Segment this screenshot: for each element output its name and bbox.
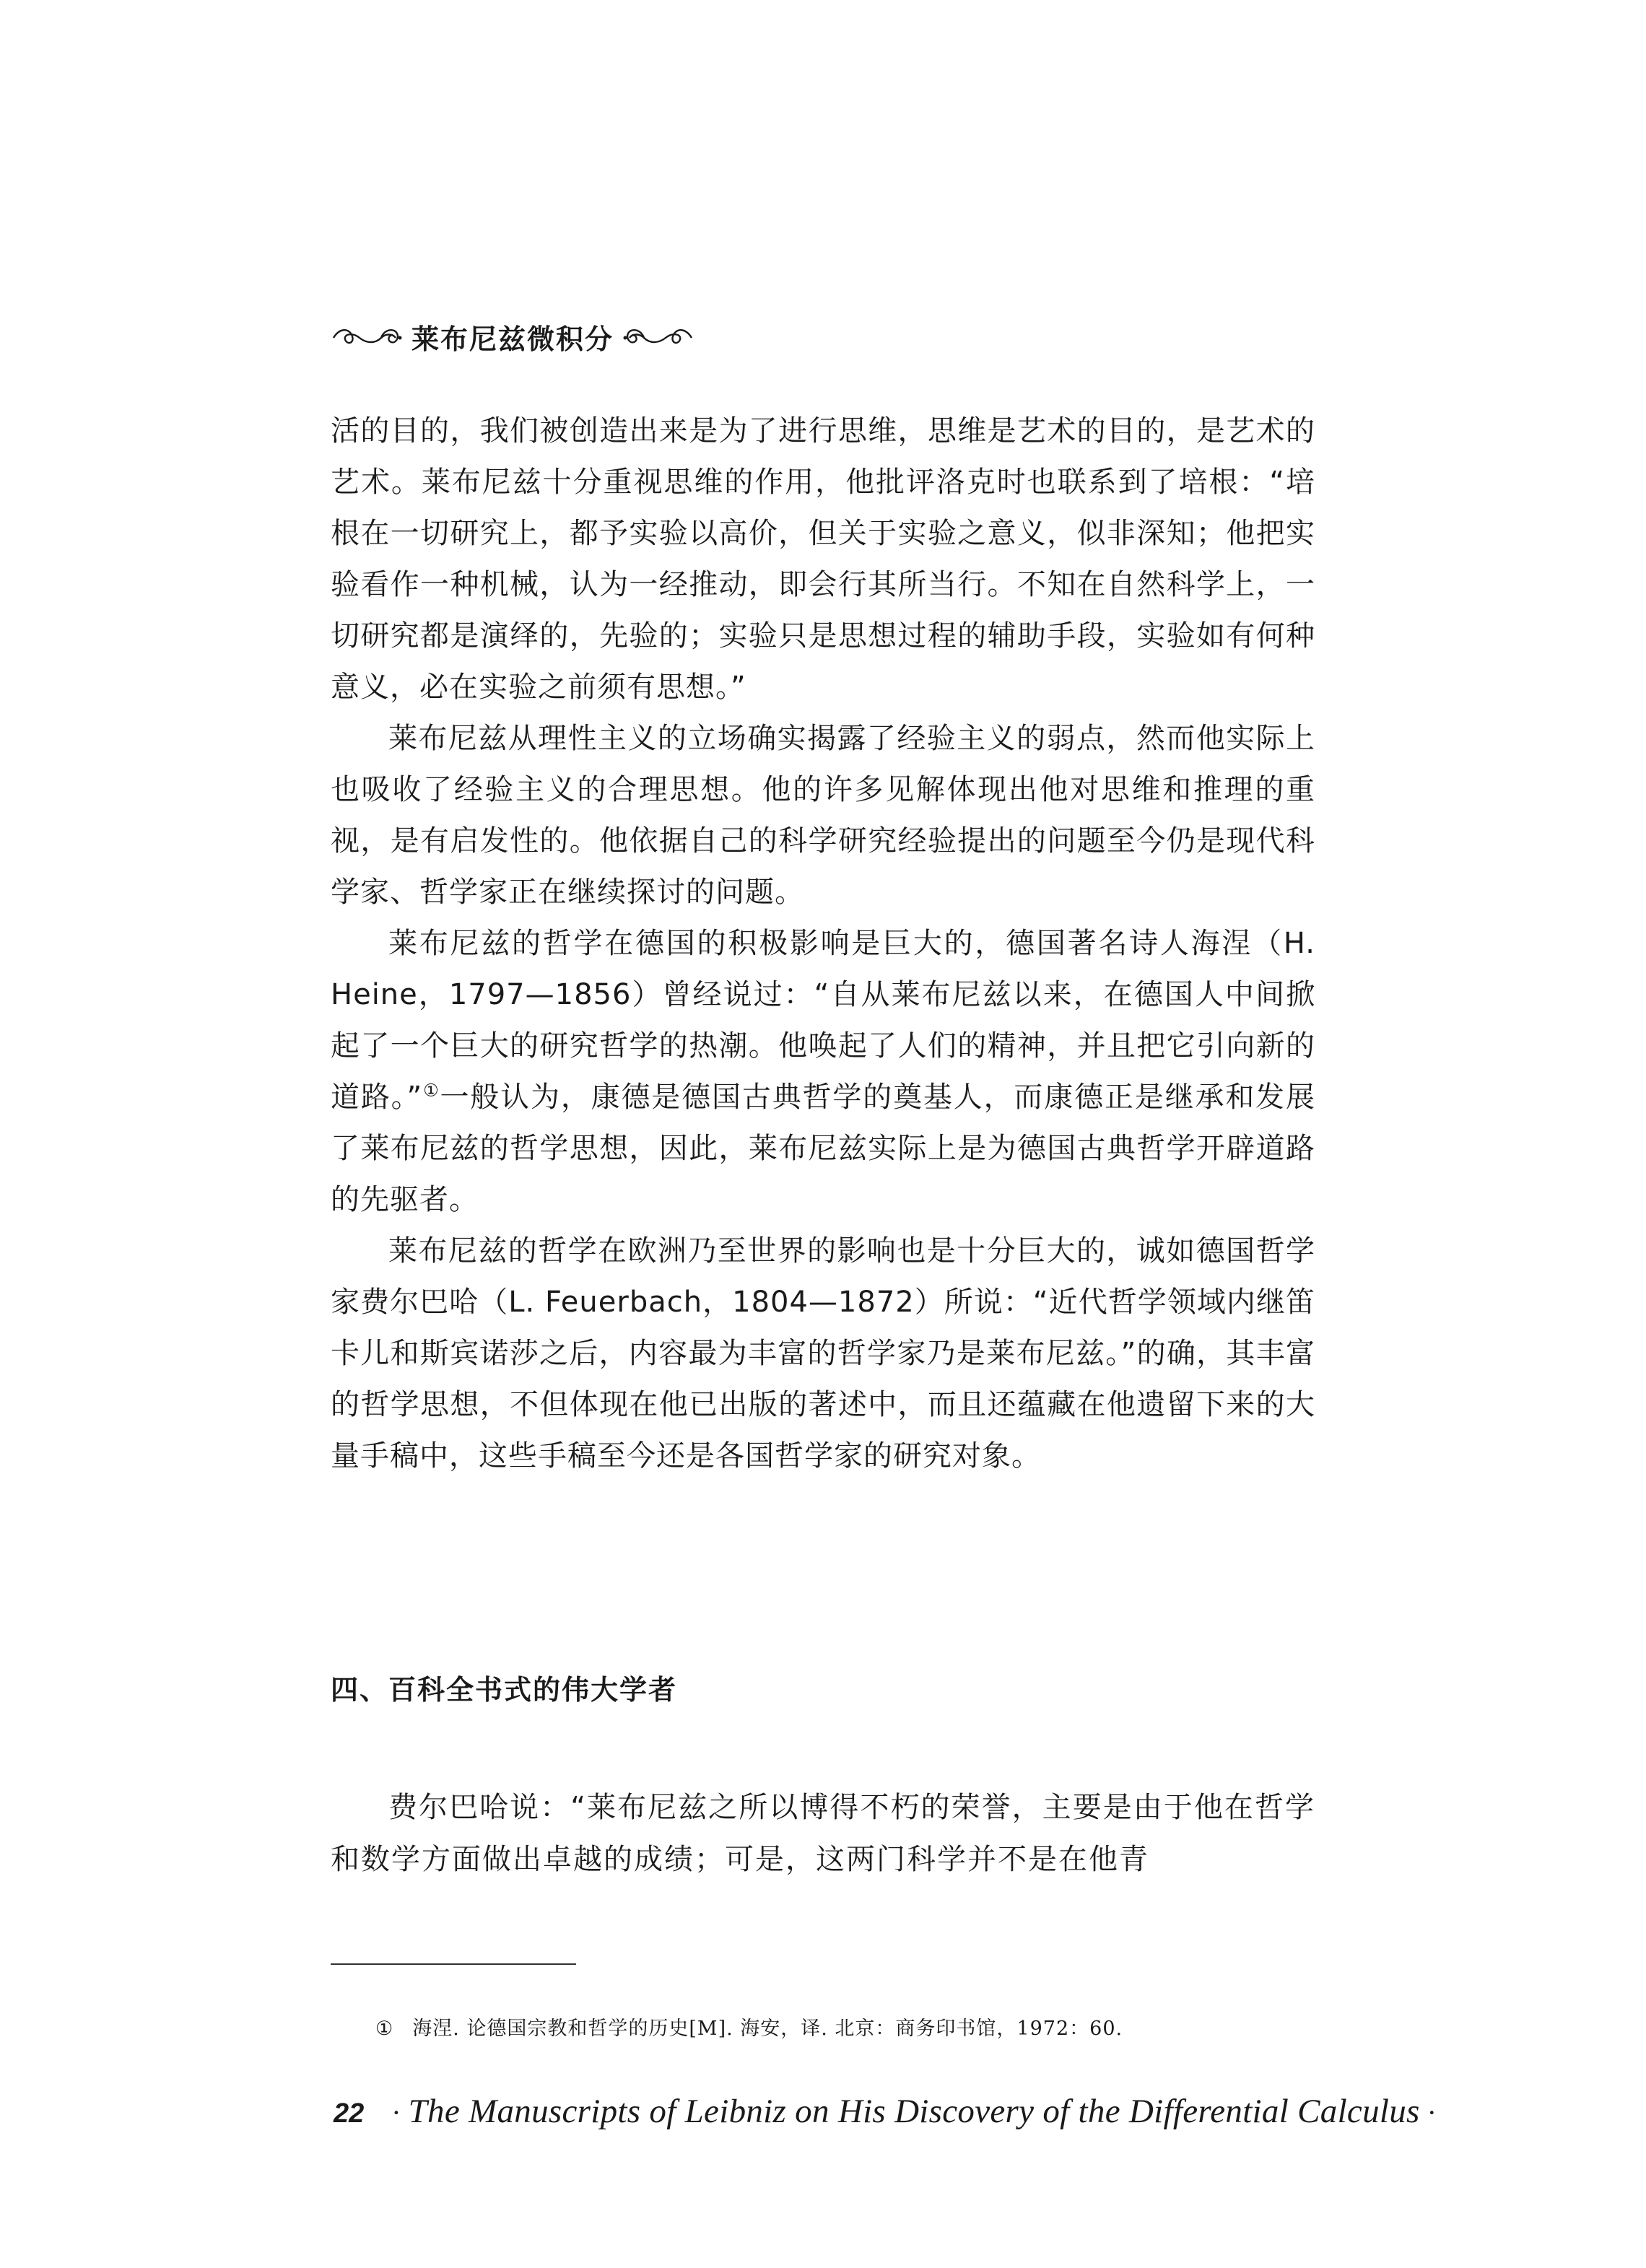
running-footer [334,2092,1444,2131]
paragraph-3 [331,918,1315,1226]
body-text [331,406,1315,1482]
footnote-mark: ① [375,2018,394,2040]
section-heading: 四、百科全书式的伟大学者 [331,1674,678,1706]
right-flourish-ornament [622,322,694,351]
left-flourish-ornament [331,322,403,351]
paragraph-3-part-2: 一般认为，康德是德国古典哲学的奠基人，而康德正是继承和发展了莱布尼兹的哲学思想，因此，莱布尼兹实际上是为德国古典哲学开辟道路的先驱者。 [331,1081,1315,1216]
footer-book-title: The Manuscripts of Leibniz on His Discovery of the Differential Calculus [408,2093,1420,2130]
footnote-divider [331,1963,576,1965]
running-header [331,315,694,358]
section-paragraph-1: 费尔巴哈说：“莱布尼兹之所以博得不朽的荣誉，主要是由于他在哲学和数学方面做出卓越的成绩；可是，这两门科学并不是在他青 [331,1791,1315,1876]
footer-bullet-right: · [1427,2096,1437,2129]
paragraph-1: 活的目的，我们被创造出来是为了进行思维，思维是艺术的目的，是艺术的艺术。莱布尼兹十分重视思维的作用，他批评洛克时也联系到了培根：“培根在一切研究上，都予实验以高价，但关于实验之意义，似非深知；他把实验看作一种机械，认为一经推动，即会行其所当行。不知在自然科学上，一切研究都是演绎的，先验的；实验只是思想过程的辅助手段，实验如有何种意义，必在实验之前须有思想。” [331,414,1315,704]
section-body-text [331,1781,1315,1885]
footnote-reference[interactable]: ① [422,1080,440,1101]
running-header-title: 莱布尼兹微积分 [412,323,614,355]
paragraph-4: 莱布尼兹的哲学在欧洲乃至世界的影响也是十分巨大的，诚如德国哲学家费尔巴哈（L. Feuerbach，1804—1872）所说：“近代哲学领域内继笛卡儿和斯宾诺莎之后，内容最为丰富的哲学家乃是莱布尼兹。”的确，其丰富的哲学思想，不但体现在他已出版的著述中，而且还蕴藏在他遗留下来的大量手稿中，这些手稿至今还是各国哲学家的研究对象。 [331,1234,1315,1473]
page-number: 22 [334,2098,365,2129]
footer-bullet-left: · [391,2096,401,2129]
footnote-text: 海涅. 论德国宗教和哲学的历史[M]. 海安，译. 北京：商务印书馆，1972：60. [412,2018,1123,2040]
footnote [375,2012,1123,2041]
paragraph-3-part-1: 莱布尼兹的哲学在德国的积极影响是巨大的，德国著名诗人海涅（H. Heine，1797—1856）曾经说过：“自从莱布尼兹以来，在德国人中间掀起了一个巨大的研究哲学的热潮。他唤起了人们的精神，并且把它引向新的道路。” [331,927,1315,1114]
paragraph-2: 莱布尼兹从理性主义的立场确实揭露了经验主义的弱点，然而他实际上也吸收了经验主义的合理思想。他的许多见解体现出他对思维和推理的重视，是有启发性的。他依据自己的科学研究经验提出的问题至今仍是现代科学家、哲学家正在继续探讨的问题。 [331,722,1315,909]
